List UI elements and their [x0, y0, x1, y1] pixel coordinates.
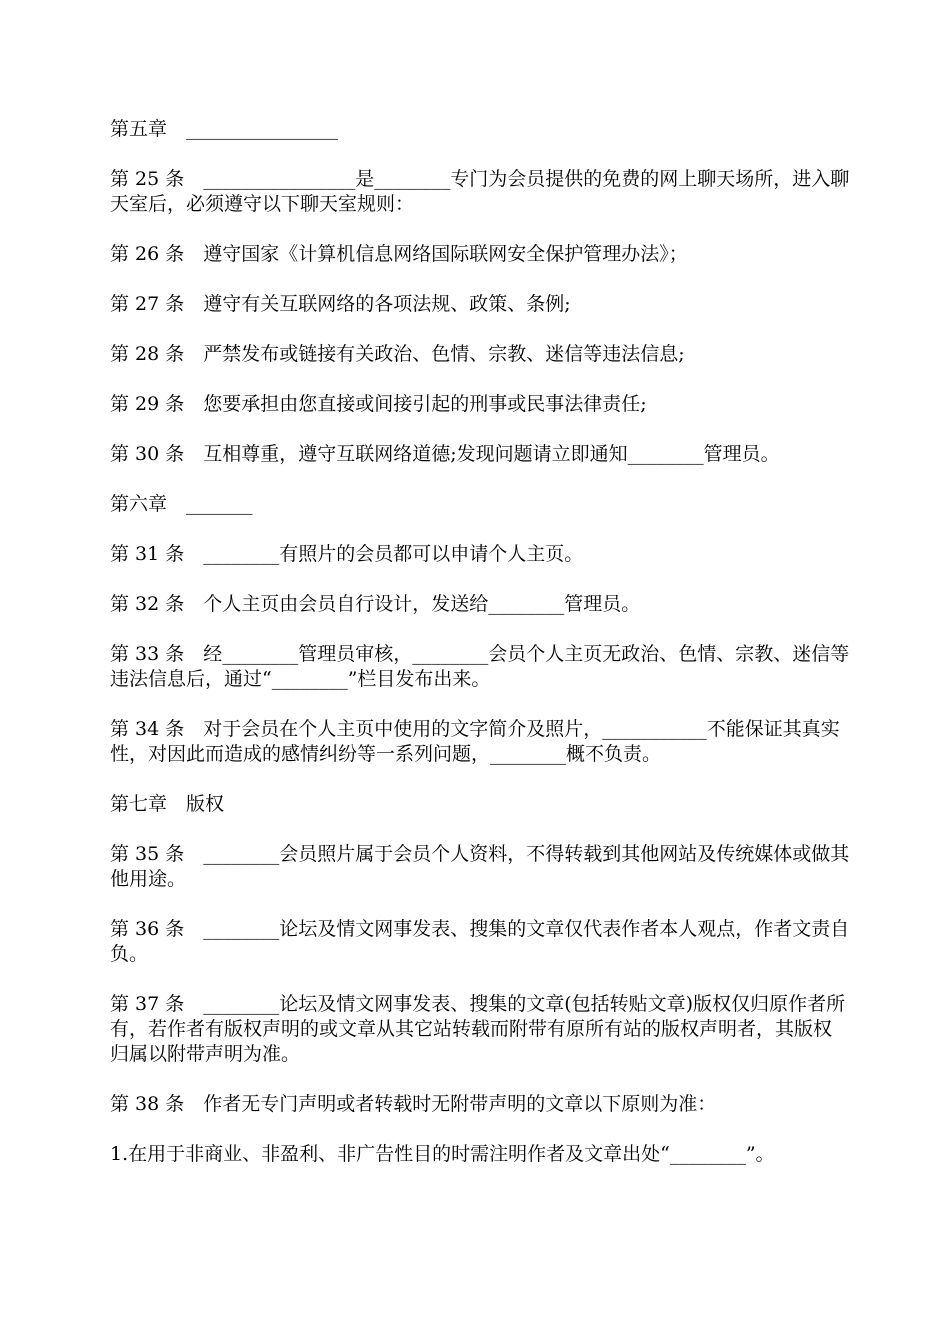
article-25: 第 25 条 ________________是________专门为会员提供的免费的网上聊天场所，进入聊天室后，必须遵守以下聊天室规则：: [110, 168, 850, 215]
article-26: 第 26 条 遵守国家《计算机信息网络国际联网安全保护管理办法》；: [110, 243, 688, 265]
article-38-item-1: 1.在用于非商业、非盈利、非广告性目的时需注明作者及文章出处“________”。: [110, 1143, 775, 1165]
document-page: [110, 117, 850, 1192]
chapter-6-heading: 第六章 _______: [110, 493, 253, 515]
article-30: 第 30 条 互相尊重，遵守互联网络道德;发现问题请立即通知________管理员。: [110, 443, 780, 465]
article-27: 第 27 条 遵守有关互联网络的各项法规、政策、条例;: [110, 293, 571, 315]
article-36: 第 36 条 ________论坛及情文网事发表、搜集的文章仅代表作者本人观点，作者文责自负。: [110, 918, 850, 965]
article-34: 第 34 条 对于会员在个人主页中使用的文字简介及照片，___________不能保证其真实性，对因此而造成的感情纠纷等一系列问题，________概不负责。: [110, 718, 840, 765]
chapter-5-heading: 第五章 ________________: [110, 118, 339, 140]
article-28: 第 28 条 严禁发布或链接有关政治、色情、宗教、迷信等违法信息;: [110, 343, 685, 365]
article-38: 第 38 条 作者无专门声明或者转载时无附带声明的文章以下原则为准：: [110, 1093, 717, 1115]
chapter-7-heading: 第七章 版权: [110, 793, 225, 815]
article-32: 第 32 条 个人主页由会员自行设计，发送给________管理员。: [110, 593, 641, 615]
article-29: 第 29 条 您要承担由您直接或间接引起的刑事或民事法律责任;: [110, 393, 647, 415]
article-31: 第 31 条 ________有照片的会员都可以申请个人主页。: [110, 543, 584, 565]
article-37: 第 37 条 ________论坛及情文网事发表、搜集的文章(包括转贴文章)版权仅归原作者所有，若作者有版权声明的或文章从其它站转载而附带有原所有站的版权声明者，其版权归属以附带声明为准。: [110, 993, 846, 1065]
article-33: 第 33 条 经________管理员审核，________会员个人主页无政治、色情、宗教、迷信等违法信息后，通过“________”栏目发布出来。: [110, 643, 850, 690]
article-35: 第 35 条 ________会员照片属于会员个人资料，不得转载到其他网站及传统媒体或做其他用途。: [110, 843, 850, 890]
